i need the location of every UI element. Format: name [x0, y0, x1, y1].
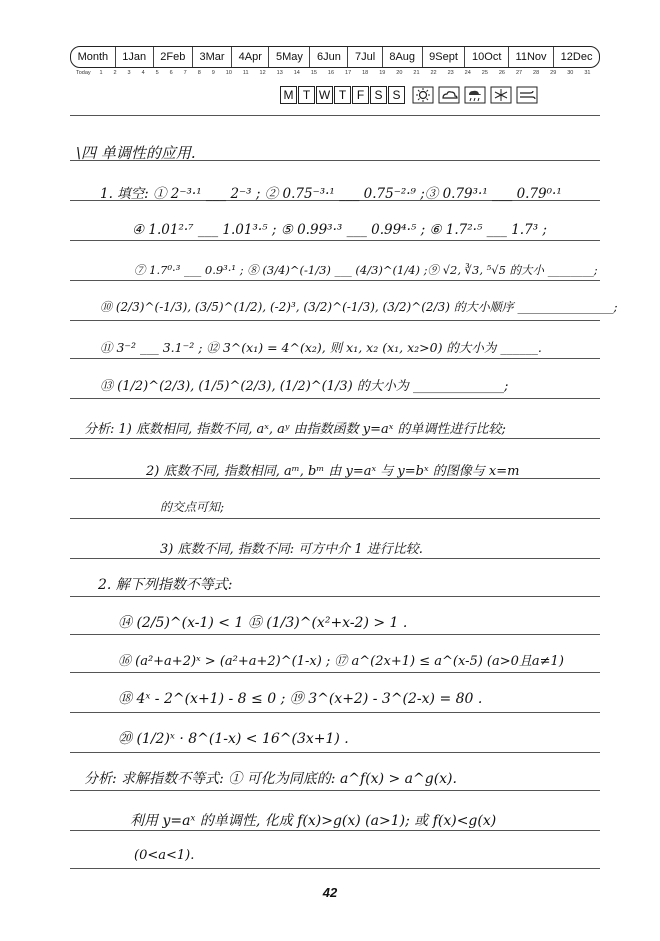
- month-cell: 5May: [269, 47, 310, 67]
- ruled-line: [70, 672, 600, 673]
- month-cell: 4Apr: [232, 47, 269, 67]
- exercise-2-row-2: ⑯ (a²+a+2)ˣ > (a²+a+2)^(1-x) ; ⑰ a^(2x+1) ≤ a^(x-5) (a>0且a≠1): [118, 654, 564, 669]
- day-number: 29: [550, 70, 557, 76]
- month-strip: [70, 46, 600, 68]
- ruled-line: [70, 280, 600, 281]
- day-number: 14: [293, 70, 300, 76]
- day-number: 18: [362, 70, 369, 76]
- sun-icon: [412, 86, 434, 104]
- day-number: 31: [584, 70, 591, 76]
- weekday-box: W: [316, 86, 333, 104]
- day-number: 23: [447, 70, 454, 76]
- month-cell: 6Jun: [310, 47, 348, 67]
- month-cell: 9Sept: [423, 47, 466, 67]
- ruled-line: [70, 320, 600, 321]
- month-cell: 7Jul: [348, 47, 382, 67]
- ruled-line: [70, 712, 600, 713]
- month-cell: 1Jan: [116, 47, 154, 67]
- rain-icon: [464, 86, 486, 104]
- month-cell: 12Dec: [560, 51, 593, 63]
- day-number: 28: [533, 70, 540, 76]
- exercise-1-row-2: ④ 1.01²·⁷ ___ 1.01³·⁵ ; ⑤ 0.99³·³ ___ 0.99⁴·⁵ ; ⑥ 1.7²·⁵ ___ 1.7³ ;: [132, 222, 547, 238]
- day-number: 15: [310, 70, 317, 76]
- day-number: 19: [379, 70, 386, 76]
- day-number: 27: [515, 70, 523, 76]
- ruled-line: [70, 634, 600, 635]
- day-number: 8: [197, 70, 201, 76]
- exercise-1-row-3: ⑦ 1.7⁰·³ ___ 0.9³·¹ ; ⑧ (3/4)^(-1/3) ___ (4/3)^(1/4) ;⑨ √2, ∛3, ⁵√5 的大小 ________;: [134, 263, 598, 277]
- ruled-line: [70, 868, 600, 869]
- weekday-box: S: [370, 86, 387, 104]
- ruled-line: [70, 518, 600, 519]
- month-cell: Month: [71, 47, 116, 67]
- exercise-1-row-1: 1. 填空: ① 2⁻³·¹ ___ 2⁻³ ; ② 0.75⁻³·¹ ___ 0.75⁻²·⁹ ;③ 0.79³·¹ ___ 0.79⁰·¹: [100, 186, 562, 202]
- exercise-1-row-6: ⑬ (1/2)^(2/3), (1/5)^(2/3), (1/2)^(1/3) 的大小为 ______________;: [100, 379, 509, 394]
- ruled-line: [70, 115, 600, 116]
- exercise-2-row-1: ⑭ (2/5)^(x-1) < 1 ⑮ (1/3)^(x²+x-2) > 1 .: [118, 615, 408, 631]
- ruled-line: [70, 558, 600, 559]
- ruled-line: [70, 398, 600, 399]
- weekday-box: T: [298, 86, 315, 104]
- ruled-line: [70, 752, 600, 753]
- ruled-line: [70, 240, 600, 241]
- day-number: 9: [211, 70, 215, 76]
- weekday-box: F: [352, 86, 369, 104]
- analysis-2-line-2: 利用 y=aˣ 的单调性, 化成 f(x)>g(x) (a>1); 或 f(x)<g(x): [130, 813, 497, 829]
- day-number: 30: [567, 70, 574, 76]
- day-number: 17: [345, 70, 352, 76]
- day-number: 6: [169, 70, 173, 76]
- day-number: 11: [242, 70, 249, 76]
- ruled-line: [70, 790, 600, 791]
- analysis-1-line-4: 3) 底数不同, 指数不同: 可方中介 1 进行比较.: [160, 542, 423, 557]
- exercise-2-row-3: ⑱ 4ˣ - 2^(x+1) - 8 ≤ 0 ; ⑲ 3^(x+2) - 3^(2-x) = 80 .: [118, 691, 483, 707]
- ruled-line: [70, 358, 600, 359]
- exercise-2-heading: 2. 解下列指数不等式:: [98, 577, 233, 593]
- day-number: 2: [113, 70, 117, 76]
- exercise-1-row-4: ⑩ (2/3)^(-1/3), (3/5)^(1/2), (-2)³, (3/2)^(-1/3), (3/2)^(2/3) 的大小顺序 ________________;: [100, 300, 618, 314]
- day-number: 10: [225, 70, 232, 76]
- analysis-2-line-3: (0<a<1).: [134, 848, 195, 863]
- today-label: Today: [76, 70, 91, 76]
- day-number: 4: [141, 70, 145, 76]
- day-number: 7: [183, 70, 187, 76]
- weekday-box: T: [334, 86, 351, 104]
- page-number: 42: [322, 885, 338, 900]
- day-number: 1: [99, 70, 103, 76]
- day-number: 22: [430, 70, 437, 76]
- weather-icons: [412, 86, 538, 104]
- snow-icon: [490, 86, 512, 104]
- month-cell: 11Nov: [509, 47, 554, 67]
- section-heading: \四 单调性的应用.: [76, 144, 196, 162]
- weekday-box: M: [280, 86, 297, 104]
- month-cell: 8Aug: [383, 47, 423, 67]
- day-number: 12: [259, 70, 266, 76]
- day-number: 16: [327, 70, 335, 76]
- day-number: 25: [481, 70, 488, 76]
- ruled-line: [70, 438, 600, 439]
- analysis-1-line-2: 2) 底数不同, 指数相同, aᵐ, bᵐ 由 y=aˣ 与 y=bˣ 的图像与 x=m: [146, 464, 520, 479]
- ruled-line: [70, 596, 600, 597]
- analysis-2-line-1: 分析: 求解指数不等式: ① 可化为同底的: a^f(x) > a^g(x).: [84, 771, 457, 787]
- day-number: 13: [276, 70, 283, 76]
- day-number: 3: [127, 70, 131, 76]
- weekday-row: [280, 86, 538, 104]
- weekday-box: S: [388, 86, 405, 104]
- day-number: 26: [498, 70, 505, 76]
- exercise-2-row-4: ⑳ (1/2)ˣ · 8^(1-x) < 16^(3x+1) .: [118, 731, 349, 747]
- day-number: 5: [155, 70, 159, 76]
- day-number-row: [76, 70, 596, 76]
- month-cell: 10Oct: [465, 47, 508, 67]
- day-number: 21: [413, 70, 420, 76]
- month-cell: 3Mar: [193, 47, 232, 67]
- cloud-icon: [438, 86, 460, 104]
- wind-icon: [516, 86, 538, 104]
- day-number: 20: [396, 70, 403, 76]
- exercise-1-row-5: ⑪ 3⁻² ___ 3.1⁻² ; ⑫ 3^(x₁) = 4^(x₂), 则 x₁, x₂ (x₁, x₂>0) 的大小为 ______.: [100, 340, 542, 355]
- month-cell: 2Feb: [154, 47, 193, 67]
- day-number: 24: [464, 70, 471, 76]
- analysis-1-line-3: 的交点可知;: [160, 500, 225, 514]
- ruled-line: [70, 830, 600, 831]
- analysis-1-line-1: 分析: 1) 底数相同, 指数不同, aˣ, aʸ 由指数函数 y=aˣ 的单调性进行比较;: [84, 422, 506, 437]
